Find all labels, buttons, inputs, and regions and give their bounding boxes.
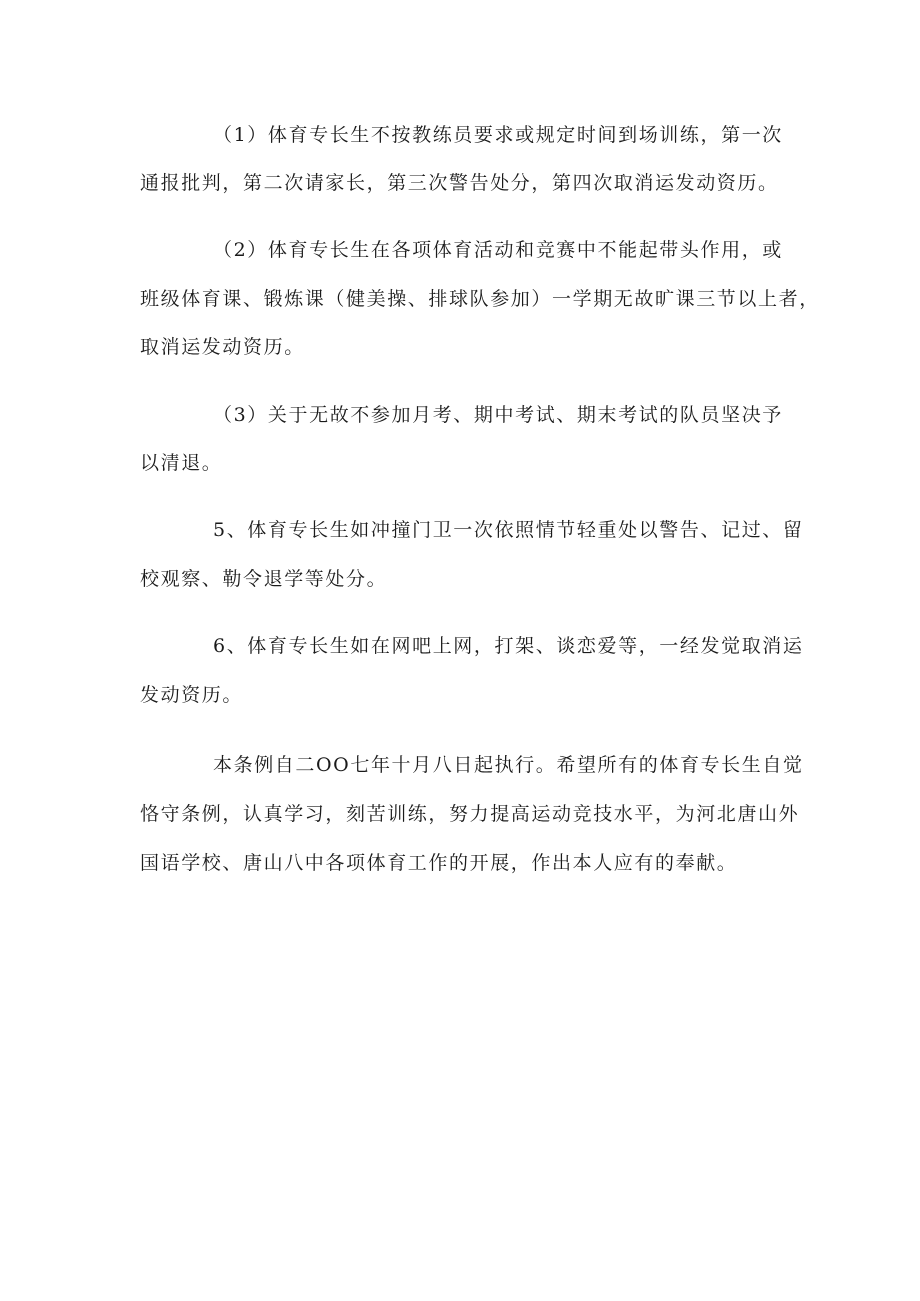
paragraph-line: 以清退。 xyxy=(140,452,223,474)
paragraph-line: （3）关于无故不参加月考、期中考试、期末考试的队员坚决予 xyxy=(213,404,783,426)
paragraph-line: 通报批判，第二次请家长，第三次警告处分，第四次取消运发动资历。 xyxy=(140,172,779,194)
paragraph-line: 本条例自二OO七年十月八日起执行。希望所有的体育专长生自觉 xyxy=(213,754,804,776)
paragraph-line: 国语学校、唐山八中各项体育工作的开展，作出本人应有的奉献。 xyxy=(140,852,738,874)
paragraph-line: 校观察、勒令退学等处分。 xyxy=(140,568,388,590)
paragraph-line: 恪守条例，认真学习，刻苦训练，努力提高运动竞技水平，为河北唐山外 xyxy=(140,803,800,825)
paragraph-line: 6、体育专长生如在网吧上网，打架、谈恋爱等，一经发觉取消运 xyxy=(213,635,804,657)
paragraph-line: （1）体育专长生不按教练员要求或规定时间到场训练，第一次 xyxy=(213,124,783,146)
paragraph-line: 5、体育专长生如冲撞门卫一次依照情节轻重处以警告、记过、留 xyxy=(213,519,804,541)
paragraph-line: （2）体育专长生在各项体育活动和竞赛中不能起带头作用，或 xyxy=(213,239,783,261)
paragraph-line: 取消运发动资历。 xyxy=(140,336,305,358)
paragraph-line: 发动资历。 xyxy=(140,684,244,706)
paragraph-line: 班级体育课、锻炼课（健美操、排球队参加）一学期无故旷课三节以上者， xyxy=(140,288,820,310)
